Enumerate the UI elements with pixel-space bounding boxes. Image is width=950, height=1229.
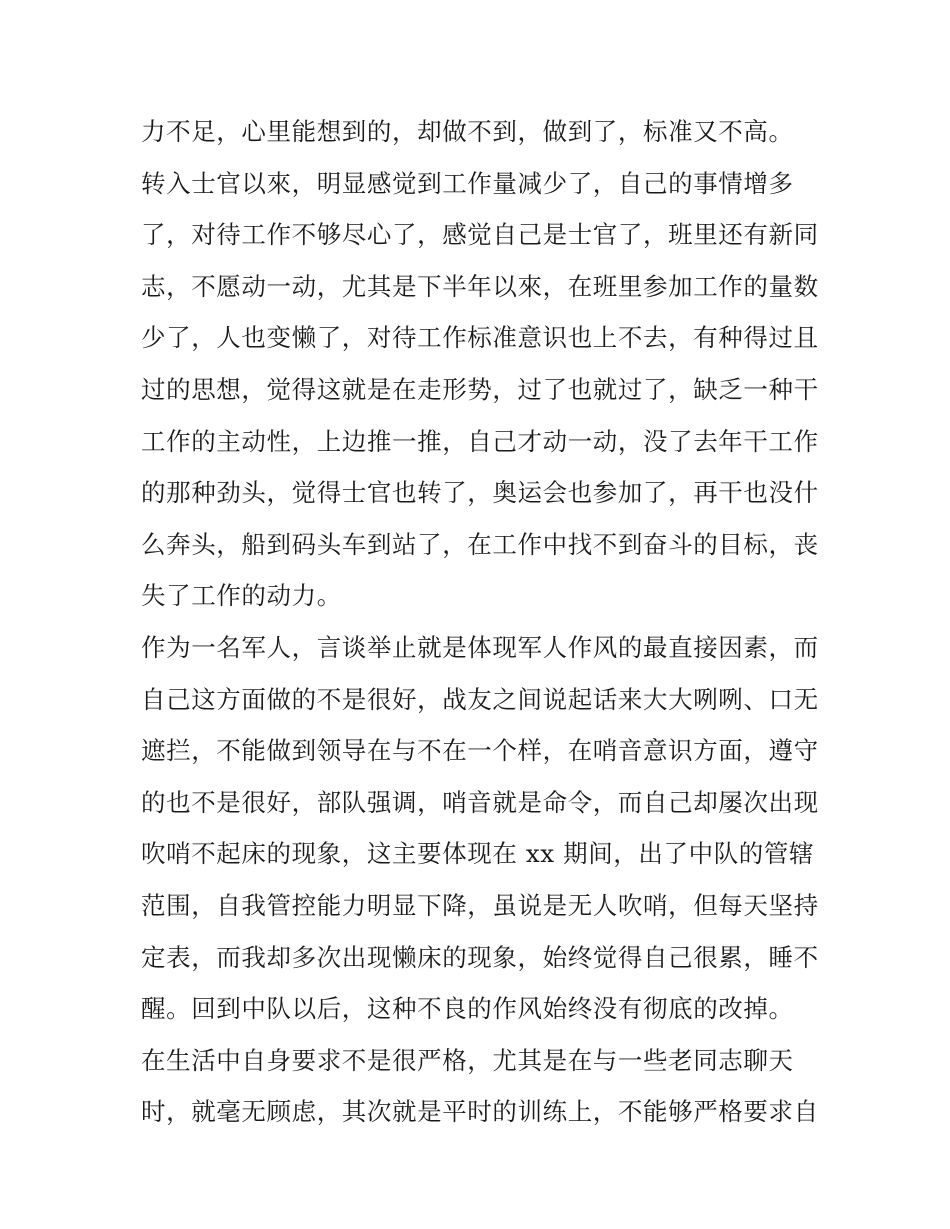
text-line: 志，不愿动一动，尤其是下半年以來，在班里参加工作的量数 [141, 271, 819, 301]
text-line: 力不足，心里能想到的，却做不到，做到了，标准又不高。 [141, 117, 794, 146]
text-line: 自己这方面做的不是很好，战友之间说起话来大大咧咧、口无 [141, 684, 819, 714]
text-line: 在生活中自身要求不是很严格，尤其是在与一些老同志聊天 [141, 1045, 794, 1075]
text-line: 失了工作的动力。 [141, 581, 342, 611]
text-line: 了，对待工作不够尽心了，感觉自己是士官了，班里还有新同 [141, 220, 819, 250]
text-line: 范围，自我管控能力明显下降，虽说是无人吹哨，但每天坚持 [141, 890, 819, 920]
text-line: 过的思想，觉得这就是在走形势，过了也就过了，缺乏一种干 [141, 374, 819, 404]
text-line: 工作的主动性，上边推一推，自己才动一动，没了去年干工作 [141, 426, 819, 456]
document-body [141, 106, 821, 1138]
text-line: 吹哨不起床的现象，这主要体现在 xx 期间，出了中队的管辖 [141, 839, 815, 869]
text-line: 少了，人也变懒了，对待工作标准意识也上不去，有种得过且 [141, 323, 819, 353]
text-line: 定表，而我却多次出现懒床的现象，始终觉得自己很累，睡不 [141, 942, 819, 972]
text-line: 的那种劲头，觉得士官也转了，奥运会也参加了，再干也没什 [141, 478, 819, 508]
text-line: 的也不是很好，部队强调，哨音就是命令，而自己却屡次出现 [141, 787, 819, 817]
text-line: 作为一名军人，言谈举止就是体现军人作风的最直接因素，而 [141, 632, 819, 662]
text-line: 时，就毫无顾虑，其次就是平时的训练上，不能够严格要求自 [141, 1097, 819, 1127]
text-line: 么奔头，船到码头车到站了，在工作中找不到奋斗的目标，丧 [141, 529, 819, 559]
text-line: 转入士官以來，明显感觉到工作量减少了，自己的事情增多 [141, 168, 794, 198]
text-line: 遮拦，不能做到领导在与不在一个样，在哨音意识方面，遵守 [141, 736, 819, 766]
text-line: 醒。回到中队以后，这种不良的作风始终没有彻底的改掉。 [141, 994, 794, 1024]
